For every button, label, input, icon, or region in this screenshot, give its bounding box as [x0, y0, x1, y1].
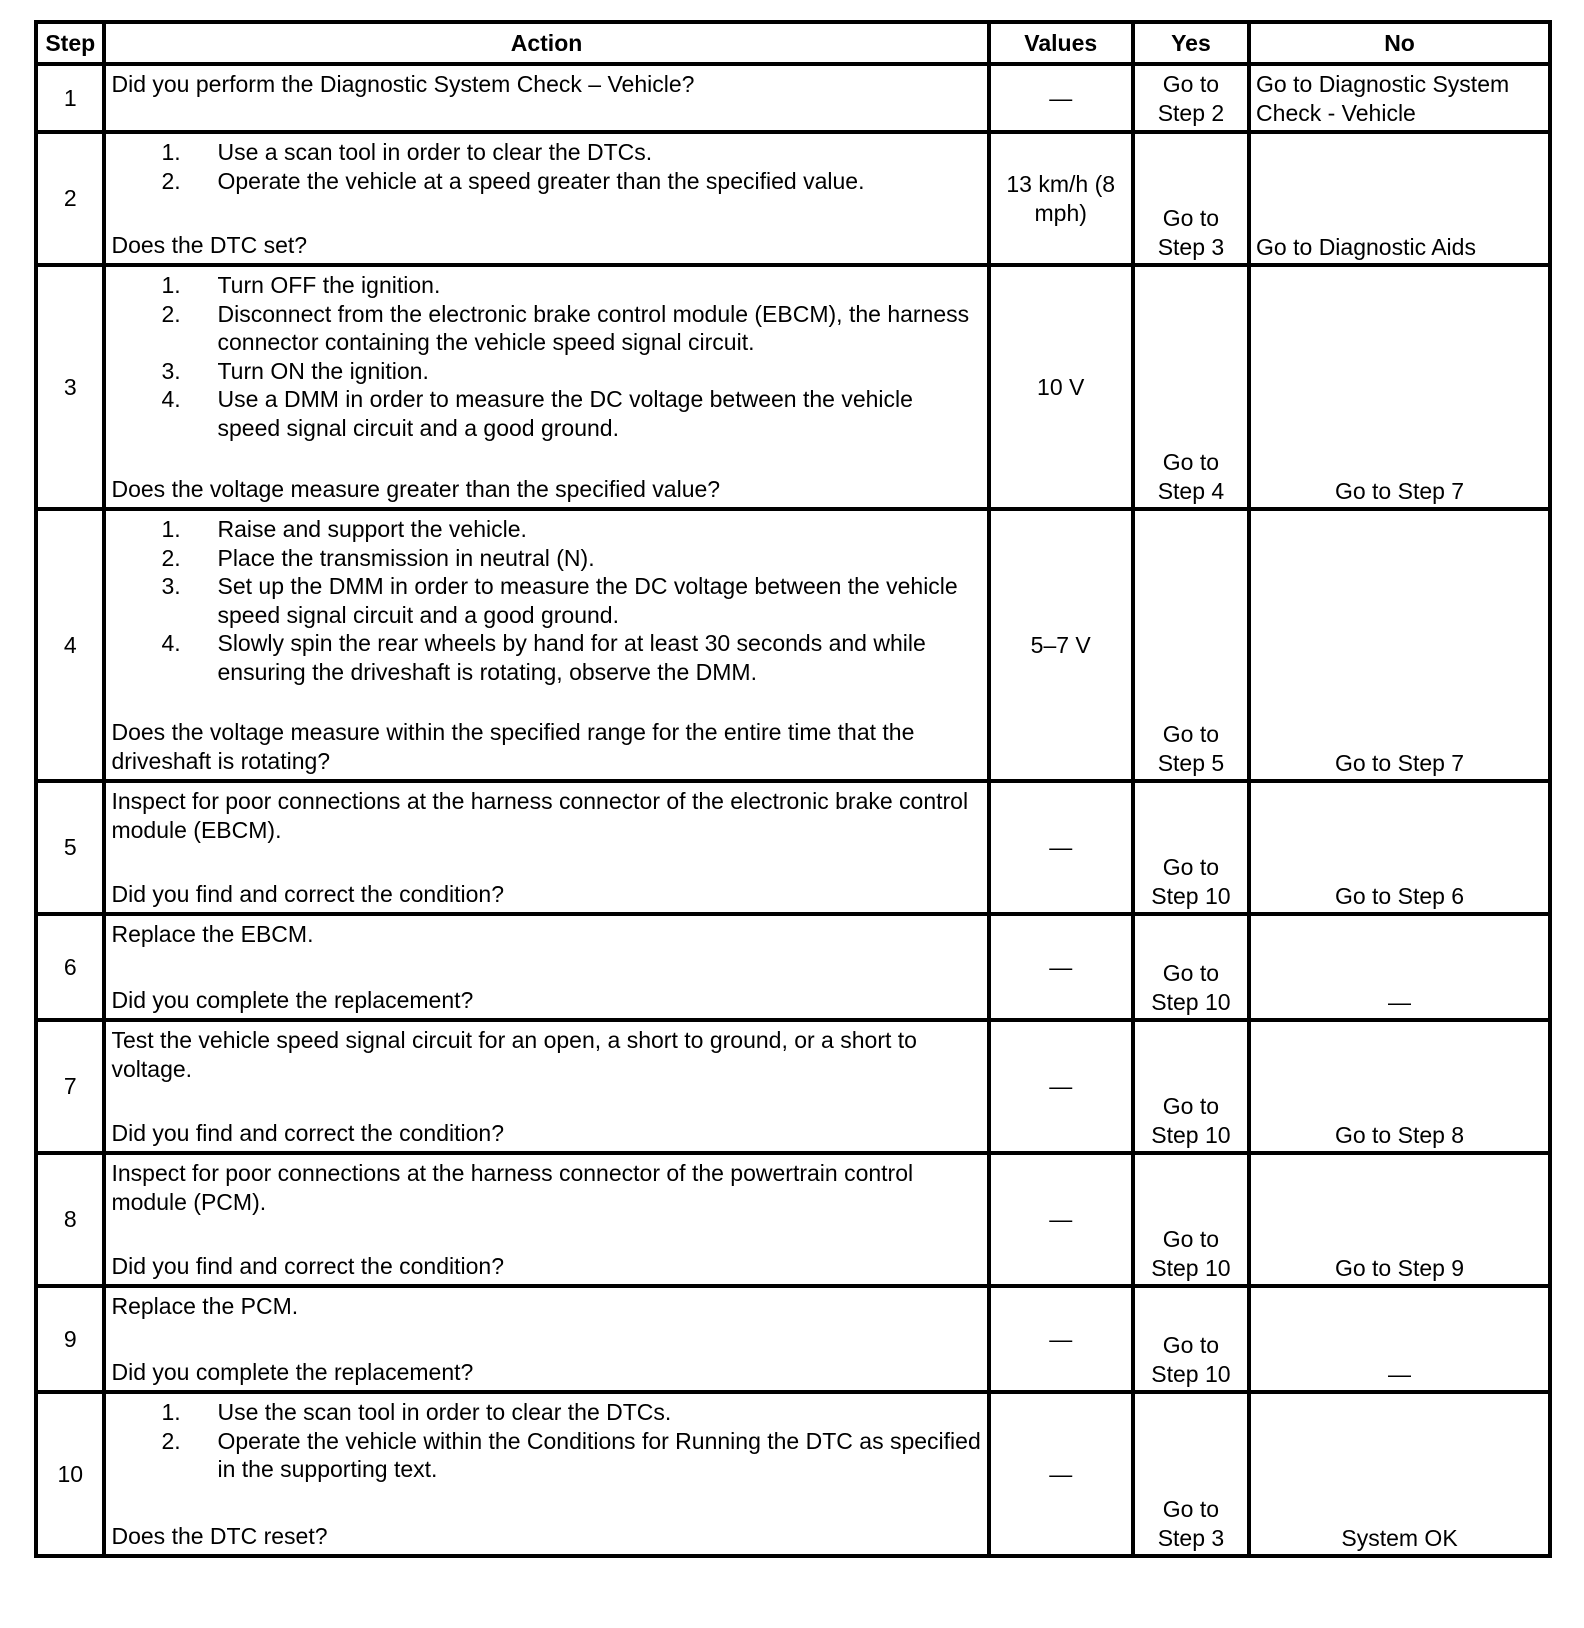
- value-cell: —: [989, 1286, 1133, 1392]
- header-values: Values: [989, 22, 1133, 64]
- step-number: 9: [36, 1286, 104, 1392]
- no-cell: Go to Step 9: [1249, 1153, 1550, 1286]
- action-instruction: Inspect for poor connections at the harness connector of the powertrain control module (PCM).: [111, 1160, 914, 1215]
- action-step: 2. Operate the vehicle at a speed greater than the specified value.: [161, 167, 865, 194]
- value-cell: —: [989, 64, 1133, 132]
- action-cell: [104, 781, 988, 914]
- action-instruction: Test the vehicle speed signal circuit for an open, a short to ground, or a short to voltage.: [111, 1027, 917, 1082]
- action-instruction: Replace the EBCM.: [111, 921, 314, 947]
- action-question: Did you find and correct the condition?: [111, 880, 505, 907]
- action-question: Did you complete the replacement?: [111, 986, 474, 1013]
- step-number: 6: [36, 914, 104, 1020]
- table-row: [36, 1392, 1550, 1556]
- action-step: 3. Set up the DMM in order to measure the DC voltage between the vehicle speed signal circuit and a good ground.: [161, 573, 958, 628]
- value-cell: —: [989, 1392, 1133, 1556]
- action-cell: [104, 1020, 988, 1153]
- header-step: Step: [36, 22, 104, 64]
- value-cell: 13 km/h (8 mph): [989, 132, 1133, 265]
- no-cell: —: [1249, 914, 1550, 1020]
- action-step: 2. Place the transmission in neutral (N).: [161, 544, 595, 571]
- action-question: Did you find and correct the condition?: [111, 1119, 505, 1146]
- header-no: No: [1249, 22, 1550, 64]
- action-cell: [104, 1392, 988, 1556]
- table-row: [36, 265, 1550, 509]
- action-question: Does the DTC reset?: [111, 1522, 328, 1549]
- action-cell: [104, 265, 988, 509]
- step-number: 10: [36, 1392, 104, 1556]
- table-row: [36, 1020, 1550, 1153]
- step-number: 7: [36, 1020, 104, 1153]
- action-question: Does the voltage measure greater than the specified value?: [111, 475, 721, 502]
- value-cell: 10 V: [989, 265, 1133, 509]
- action-step: 3. Turn ON the ignition.: [161, 357, 429, 384]
- no-cell: Go to Step 8: [1249, 1020, 1550, 1153]
- action-question: Did you complete the replacement?: [111, 1358, 474, 1385]
- header-action: Action: [104, 22, 988, 64]
- table-row: [36, 1153, 1550, 1286]
- action-cell: [104, 509, 988, 781]
- table-row: [36, 1286, 1550, 1392]
- yes-cell: Go to Step 2: [1133, 64, 1249, 132]
- yes-cell: Go to Step 10: [1133, 781, 1249, 914]
- action-step: 4. Slowly spin the rear wheels by hand for at least 30 seconds and while ensuring the driveshaft is rotating, observe the DMM.: [161, 630, 926, 685]
- action-instruction: Inspect for poor connections at the harness connector of the electronic brake control module (EBCM).: [111, 788, 969, 843]
- yes-cell: Go to Step 3: [1133, 1392, 1249, 1556]
- yes-cell: Go to Step 10: [1133, 1020, 1249, 1153]
- table-row: [36, 64, 1550, 132]
- action-step: 1. Raise and support the vehicle.: [161, 516, 527, 542]
- header-row: [36, 22, 1550, 64]
- action-cell: [104, 64, 988, 132]
- action-step: 4. Use a DMM in order to measure the DC voltage between the vehicle speed signal circuit and a good ground.: [161, 386, 913, 441]
- action-step: 1. Use the scan tool in order to clear the DTCs.: [161, 1399, 672, 1425]
- table-row: [36, 132, 1550, 265]
- action-instruction: Replace the PCM.: [111, 1293, 299, 1319]
- yes-cell: Go to Step 10: [1133, 914, 1249, 1020]
- action-question: Does the DTC set?: [111, 231, 308, 258]
- value-cell: —: [989, 914, 1133, 1020]
- table-row: [36, 509, 1550, 781]
- yes-cell: Go to Step 4: [1133, 265, 1249, 509]
- action-cell: [104, 132, 988, 265]
- no-cell: Go to Step 7: [1249, 509, 1550, 781]
- action-steps: [111, 271, 981, 442]
- step-number: 3: [36, 265, 104, 509]
- table-row: [36, 914, 1550, 1020]
- action-cell: [104, 1153, 988, 1286]
- no-cell: Go to Step 6: [1249, 781, 1550, 914]
- step-number: 4: [36, 509, 104, 781]
- diagnostic-table: [34, 20, 1552, 1558]
- yes-cell: Go to Step 5: [1133, 509, 1249, 781]
- action-steps: [111, 1398, 981, 1484]
- yes-cell: Go to Step 3: [1133, 132, 1249, 265]
- value-cell: —: [989, 781, 1133, 914]
- action-question: Did you find and correct the condition?: [111, 1252, 505, 1279]
- step-number: 2: [36, 132, 104, 265]
- action-cell: [104, 914, 988, 1020]
- value-cell: —: [989, 1153, 1133, 1286]
- yes-cell: Go to Step 10: [1133, 1286, 1249, 1392]
- step-number: 8: [36, 1153, 104, 1286]
- value-cell: 5–7 V: [989, 509, 1133, 781]
- no-cell: Go to Step 7: [1249, 265, 1550, 509]
- step-number: 1: [36, 64, 104, 132]
- step-number: 5: [36, 781, 104, 914]
- no-cell: System OK: [1249, 1392, 1550, 1556]
- action-step: 2. Disconnect from the electronic brake control module (EBCM), the harness connector containing the vehicle speed signal circuit.: [161, 300, 970, 355]
- action-step: 2. Operate the vehicle within the Conditions for Running the DTC as specified in the supporting text.: [161, 1427, 981, 1482]
- action-steps: [111, 515, 981, 686]
- no-cell: Go to Diagnostic Aids: [1249, 132, 1550, 265]
- action-step: 1. Turn OFF the ignition.: [161, 272, 441, 298]
- action-cell: [104, 1286, 988, 1392]
- value-cell: —: [989, 1020, 1133, 1153]
- action-question: Does the voltage measure within the specified range for the entire time that the driveshaft is rotating?: [111, 719, 915, 774]
- no-cell: —: [1249, 1286, 1550, 1392]
- no-cell: Go to Diagnostic System Check - Vehicle: [1249, 64, 1550, 132]
- action-steps: [111, 138, 981, 195]
- table-row: [36, 781, 1550, 914]
- action-step: 1. Use a scan tool in order to clear the DTCs.: [161, 139, 653, 165]
- header-yes: Yes: [1133, 22, 1249, 64]
- action-question: Did you perform the Diagnostic System Check – Vehicle?: [111, 71, 695, 97]
- yes-cell: Go to Step 10: [1133, 1153, 1249, 1286]
